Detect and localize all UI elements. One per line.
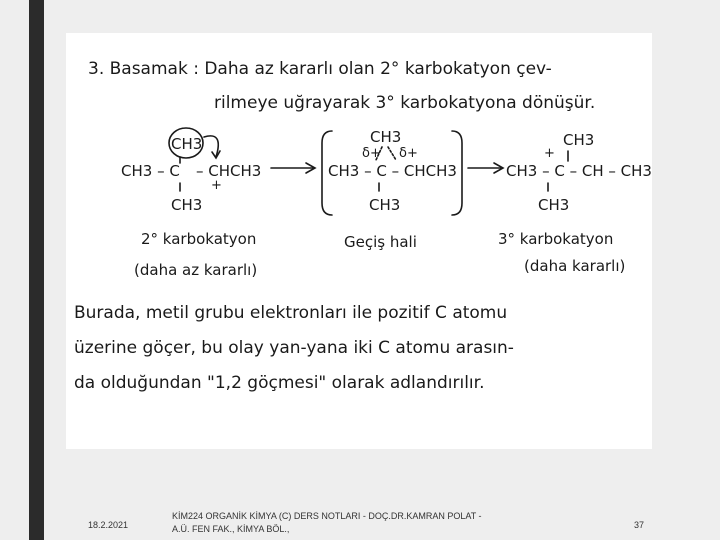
mol2-main-chain: CH3 – C – CHCH3: [328, 162, 457, 180]
footer-date: 18.2.2021: [88, 520, 129, 530]
mol1-top-group: CH3: [171, 135, 203, 153]
mol3-caption-stability: (daha kararlı): [524, 257, 626, 275]
mol2-partial-bond-right: [388, 147, 396, 160]
molecule-3-carbocation: [498, 131, 652, 275]
mol1-plus-charge: +: [211, 178, 222, 193]
note-line-2: rilmeye uğrayarak 3° karbokatyona dönüşür.: [214, 93, 596, 113]
mol2-caption: Geçiş hali: [344, 233, 417, 251]
molecule-2-carbocation: [121, 128, 261, 279]
mol3-plus-charge: +: [544, 146, 555, 161]
mol1-bottom-group: CH3: [171, 196, 203, 214]
mol2-delta-left: δ+: [362, 146, 381, 161]
mol3-main-chain: CH3 – C – CH – CH3: [506, 162, 652, 180]
handwritten-note-image: [66, 33, 652, 449]
paragraph-line-1: Burada, metil grubu elektronları ile pozitif C atomu: [74, 303, 508, 323]
mol3-bottom-group: CH3: [538, 196, 570, 214]
mol1-main-left: CH3 – C: [121, 162, 180, 180]
paragraph-line-3: da olduğundan "1,2 göçmesi" olarak adlandırılır.: [74, 373, 485, 393]
footer-page-number: 37: [634, 520, 645, 530]
mol2-delta-right: δ+: [399, 146, 418, 161]
left-accent-bar: [29, 0, 44, 540]
migration-curved-arrow: [204, 136, 218, 157]
paragraph-line-2: üzerine göçer, bu olay yan-yana iki C atomu arasın-: [74, 338, 514, 358]
molecule-transition-state: [322, 128, 462, 251]
mol2-top-group: CH3: [370, 128, 402, 146]
mol1-main-right: – CHCH3: [196, 162, 262, 180]
note-line-1: 3. Basamak : Daha az kararlı olan 2° karbokatyon çev-: [88, 59, 552, 79]
mol3-top-group: CH3: [563, 131, 595, 149]
note-canvas: [66, 33, 652, 449]
footer-course-line-2: A.Ü. FEN FAK., KİMYA BÖL.,: [172, 524, 290, 534]
footer-course-info: [172, 510, 552, 536]
mol1-caption: 2° karbokatyon: [141, 230, 257, 248]
footer-course-line-1: KİM224 ORGANİK KİMYA (C) DERS NOTLARI - DOÇ.DR.KAMRAN POLAT -: [172, 511, 482, 521]
mol1-caption-stability: (daha az kararlı): [134, 261, 258, 279]
mol3-caption: 3° karbokatyon: [498, 230, 614, 248]
mol2-bottom-group: CH3: [369, 196, 401, 214]
